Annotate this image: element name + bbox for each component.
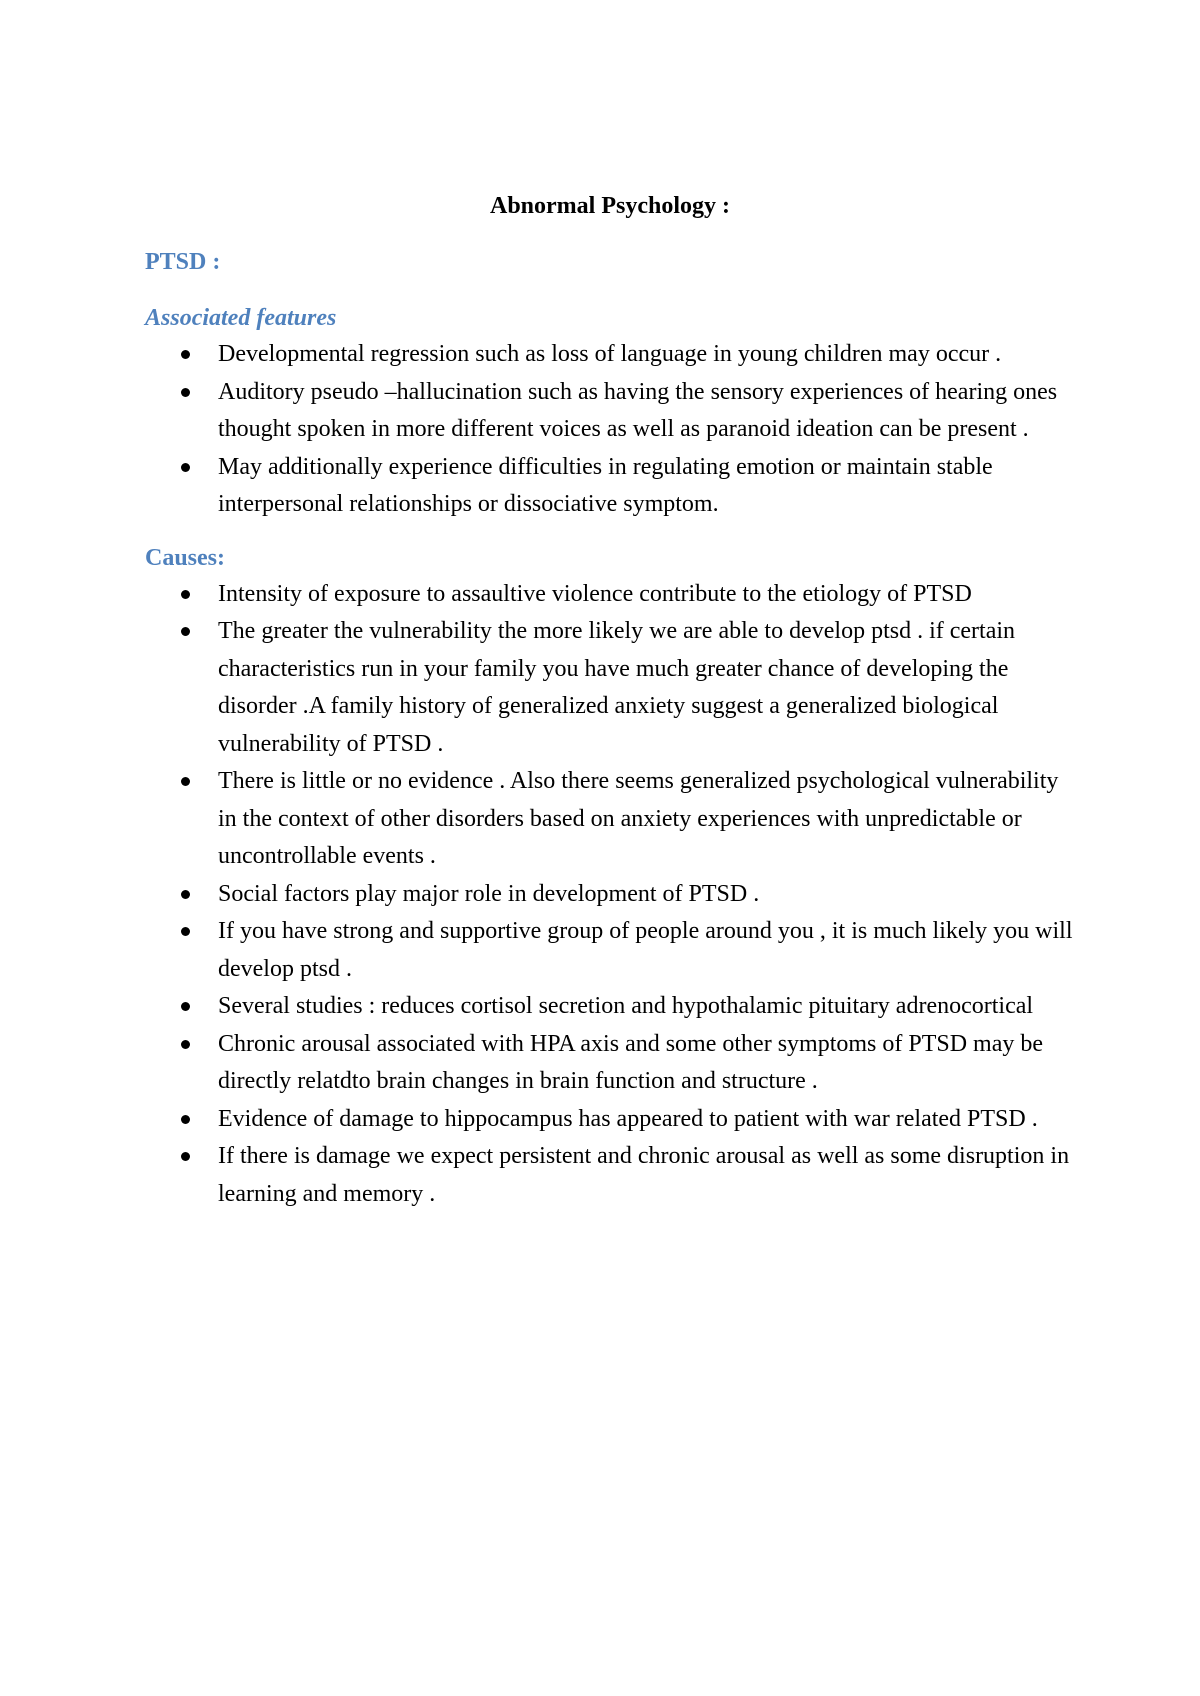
list-item — [145, 1138, 1075, 1213]
list-item-text: There is little or no evidence . Also there seems generalized psychological vulnerability in the context of other disorders based on anxiety experiences with unpredictable or uncontrollable events . — [218, 768, 1059, 869]
document-title: Abnormal Psychology : — [490, 193, 730, 219]
list-item — [145, 913, 1075, 988]
bullet-icon — [181, 627, 190, 636]
list-item — [145, 576, 1075, 614]
bullet-icon — [181, 463, 190, 472]
list-item-text: Developmental regression such as loss of language in young children may occur . — [218, 341, 1002, 367]
list-item-text: If you have strong and supportive group of people around you , it is much likely you will develop ptsd . — [218, 918, 1073, 982]
list-item — [145, 988, 1075, 1026]
list-item — [145, 336, 1075, 374]
bullet-icon — [181, 1040, 190, 1049]
bullet-icon — [181, 388, 190, 397]
bullet-icon — [181, 777, 190, 786]
list-item — [145, 449, 1075, 524]
list-item — [145, 1026, 1075, 1101]
bullet-icon — [181, 890, 190, 899]
causes-list — [145, 576, 1075, 1214]
section-heading-associated-features: Associated features — [145, 305, 337, 331]
list-item-text: Several studies : reduces cortisol secretion and hypothalamic pituitary adrenocortical — [218, 993, 1034, 1019]
bullet-icon — [181, 927, 190, 936]
list-item-text: If there is damage we expect persistent and chronic arousal as well as some disruption in learning and memory . — [218, 1143, 1070, 1207]
associated-features-list — [145, 336, 1075, 524]
list-item-text: May additionally experience difficulties in regulating emotion or maintain stable interpersonal relationships or dissociative symptom. — [218, 453, 993, 517]
bullet-icon — [181, 1152, 190, 1161]
bullet-icon — [181, 1115, 190, 1124]
list-item-text: Social factors play major role in development of PTSD . — [218, 880, 760, 907]
topic-heading: PTSD : — [145, 249, 221, 275]
list-item-text: Auditory pseudo –hallucination such as having the sensory experiences of hearing ones thought spoken in more different voices as well as paranoid ideation can be present . — [218, 378, 1058, 442]
list-item — [145, 613, 1075, 763]
list-item — [145, 374, 1075, 449]
bullet-icon — [181, 590, 190, 599]
list-item — [145, 1101, 1075, 1139]
list-item-text: The greater the vulnerability the more likely we are able to develop ptsd . if certain characteristics run in your family you have much greater chance of developing the disorder .A family history of generalized anxiety suggest a generalized biological vulnerability of PTSD . — [218, 618, 1016, 757]
list-item-text: Intensity of exposure to assaultive violence contribute to the etiology of PTSD — [218, 580, 972, 607]
document-page — [145, 188, 1075, 1213]
list-item-text: Chronic arousal associated with HPA axis and some other symptoms of PTSD may be directly relatdto brain changes in brain function and structure . — [218, 1030, 1044, 1094]
list-item — [145, 876, 1075, 914]
section-heading-causes: Causes: — [145, 544, 226, 571]
list-item-text: Evidence of damage to hippocampus has appeared to patient with war related PTSD . — [218, 1105, 1038, 1132]
list-item — [145, 763, 1075, 876]
bullet-icon — [181, 1002, 190, 1011]
bullet-icon — [181, 350, 190, 359]
